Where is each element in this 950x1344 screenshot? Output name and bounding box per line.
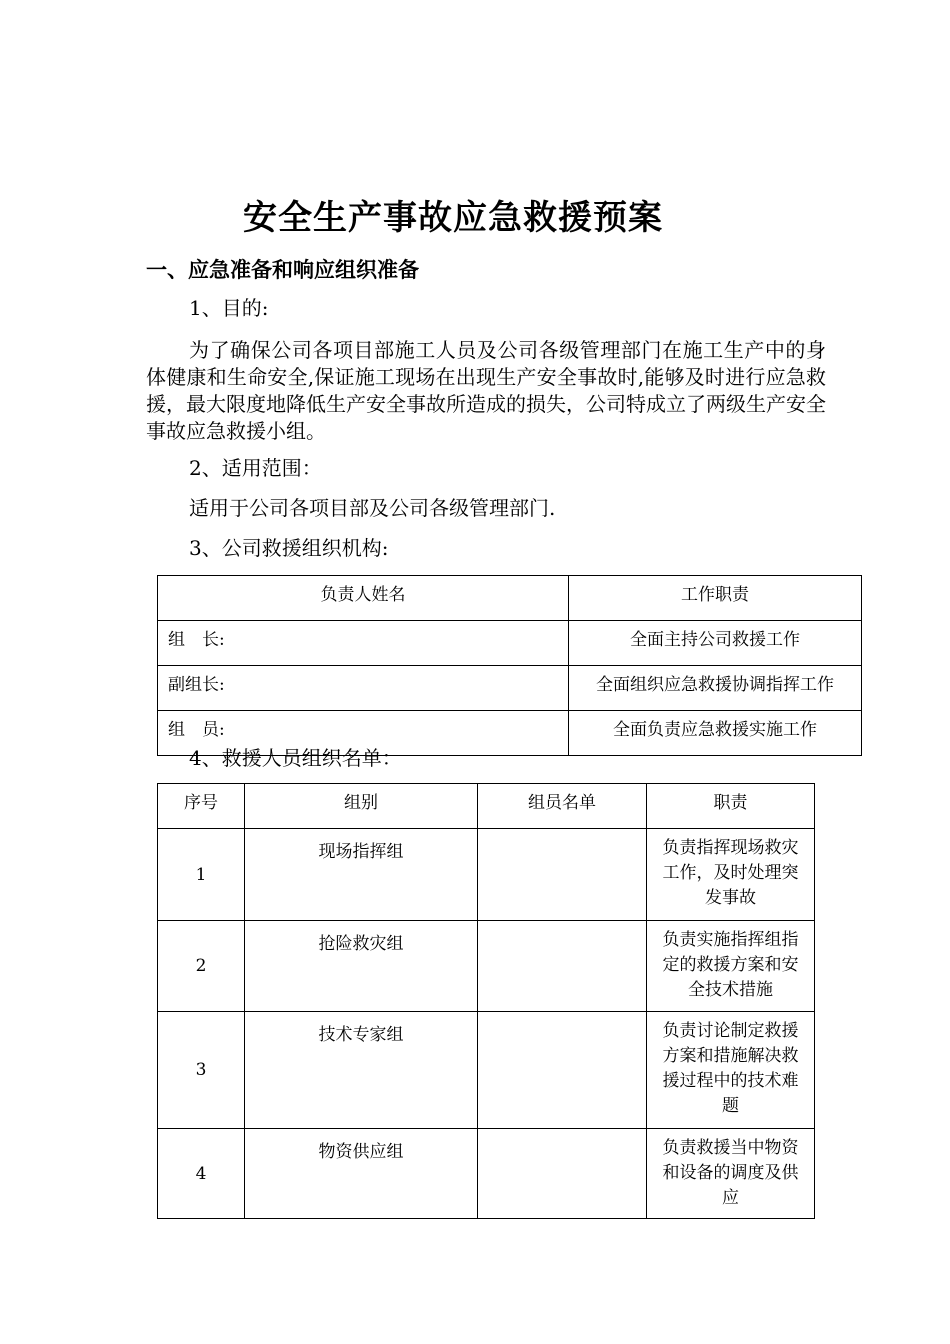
org-duty: 全面负责应急救援实施工作 bbox=[569, 711, 862, 756]
section-heading: 一、应急准备和响应组织准备 bbox=[146, 258, 419, 282]
team-group: 抢险救灾组 bbox=[245, 921, 478, 1012]
org-role: 副组长: bbox=[158, 666, 569, 711]
team-group: 技术专家组 bbox=[245, 1012, 478, 1129]
team-members bbox=[478, 1129, 647, 1219]
team-group: 现场指挥组 bbox=[245, 829, 478, 921]
team-header-duty: 职责 bbox=[647, 784, 815, 829]
team-members bbox=[478, 1012, 647, 1129]
org-role: 组 员: bbox=[158, 711, 569, 756]
purpose-paragraph: 为了确保公司各项目部施工人员及公司各级管理部门在施工生产中的身体健康和生命安全,保证施工现场在出现生产安全事故时,能够及时进行应急救援，最大限度地降低生产安全事故所造成的损失，公司特成立了两级生产安全事故应急救援小组。 bbox=[146, 338, 826, 443]
team-group: 物资供应组 bbox=[245, 1129, 478, 1219]
item-team-label: 4、救援人员组织名单： bbox=[189, 746, 402, 770]
team-no: 3 bbox=[158, 1012, 245, 1129]
org-duty: 全面组织应急救援协调指挥工作 bbox=[569, 666, 862, 711]
org-table bbox=[157, 575, 862, 756]
team-header-group: 组别 bbox=[245, 784, 478, 829]
scope-text: 适用于公司各项目部及公司各级管理部门. bbox=[189, 496, 556, 520]
team-header-no: 序号 bbox=[158, 784, 245, 829]
item-org-label: 3、公司救援组织机构: bbox=[189, 536, 389, 560]
item-scope-label: 2、适用范围： bbox=[189, 456, 322, 480]
table-row bbox=[158, 1129, 815, 1219]
team-duty: 负责指挥现场救灾工作，及时处理突发事故 bbox=[647, 829, 815, 921]
team-no: 4 bbox=[158, 1129, 245, 1219]
team-header-members: 组员名单 bbox=[478, 784, 647, 829]
org-table-header bbox=[158, 576, 862, 621]
org-duty: 全面主持公司救援工作 bbox=[569, 621, 862, 666]
team-members bbox=[478, 921, 647, 1012]
team-table bbox=[157, 783, 815, 1219]
team-duty: 负责实施指挥组指定的救援方案和安全技术措施 bbox=[647, 921, 815, 1012]
org-header-duty: 工作职责 bbox=[569, 576, 862, 621]
item-purpose-label: 1、目的: bbox=[189, 296, 269, 320]
org-header-name: 负责人姓名 bbox=[158, 576, 569, 621]
team-duty: 负责讨论制定救援方案和措施解决救援过程中的技术难题 bbox=[647, 1012, 815, 1129]
team-table-header bbox=[158, 784, 815, 829]
document-title: 安全生产事故应急救援预案 bbox=[243, 198, 663, 238]
team-no: 2 bbox=[158, 921, 245, 1012]
table-row bbox=[158, 1012, 815, 1129]
org-role: 组 长: bbox=[158, 621, 569, 666]
table-row bbox=[158, 829, 815, 921]
team-duty: 负责救援当中物资和设备的调度及供应 bbox=[647, 1129, 815, 1219]
team-members bbox=[478, 829, 647, 921]
table-row bbox=[158, 666, 862, 711]
table-row bbox=[158, 621, 862, 666]
team-no: 1 bbox=[158, 829, 245, 921]
table-row bbox=[158, 921, 815, 1012]
